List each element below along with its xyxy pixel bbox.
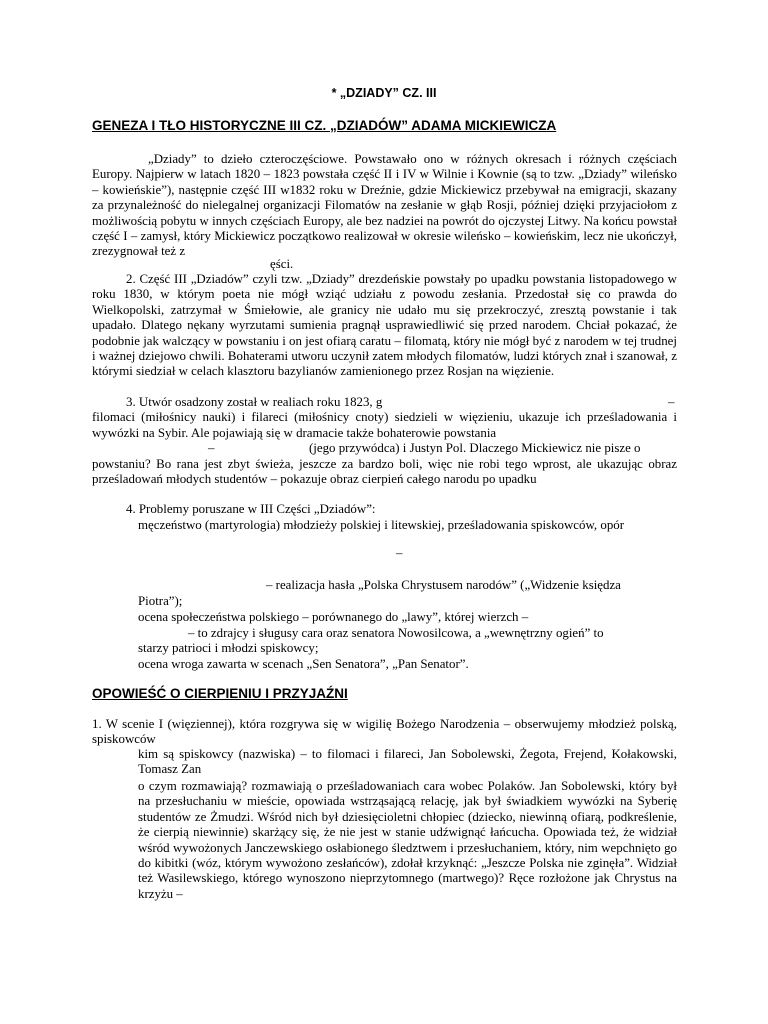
paragraph-3-dash: – (668, 395, 675, 409)
problem-messianism-cont: Piotra”); (138, 594, 183, 608)
paragraph-3-body: filomaci (miłośnicy nauki) i filareci (miłośnicy cnoty) siedzieli w więzieniu, ukazuje ich prześladowania i wywózki na Sybir. Ale pojawiają się w dramacie także bohaterowie powstania (92, 410, 677, 440)
conspirators-names: kim są spiskowcy (nazwiska) – to filomaci i filareci, Jan Sobolewski, Żegota, Frejend, Kołakowski, Tomasz Zan (138, 747, 677, 777)
paragraph-1 (92, 152, 677, 260)
paragraph-2: 2. Część III „Dziadów” czyli tzw. „Dziady” drezdeńskie powstały po upadku powstania listopadowego w roku 1830, w którym poeta nie mógł wziąć udziału z powodu zesłania. Przedostał się co prawda do Wielkopolski, zatrzymał w Śmiełowie, ale granicy nie udało mu się przekroczyć, zresztą powstanie i tak upadało. Dlatego nękany wyrzutami sumienia pragnął usprawiedliwić się przed narodem. Chciał pokazać, że podobnie jak walczący w powstaniu i on jest ofiarą caratu – filomatą, który nie mógł być z narodem w tej trudnej i ważnej dziejowo chwili. Bohaterami utworu uczynił zatem młodych filomatów, ludzi których znał i szanował, z którymi siedział w celach klasztoru bazylianów zamienionego przez Rosjan na więzienie. (92, 272, 677, 379)
paragraph-3-line4: (jego przywódca) i Justyn Pol. Dlaczego Mickiewicz nie pisze o (309, 441, 641, 456)
section-heading-opowiesc: OPOWIEŚĆ O CIERPIENIU I PRZYJAŹNI (92, 686, 348, 701)
problem-patriots: starzy patrioci i młodzi spiskowcy; (138, 641, 319, 655)
paragraph-1-end: ęści. (270, 257, 294, 271)
paragraph-1-text: „Dziady” to dzieło czteroczęściowe. Powstawało ono w różnych okresach i różnych częściach Europy. Najpierw w latach 1820 – 1823 powstała część II i IV w Wilnie i Kownie (są to tzw. „Dziady” wileńsko – kowieńskie”), następnie część III w1832 roku w Dreźnie, gdzie Mickiewicz przebywał na emigracji, skazany za przynależność do nielegalnej organizacji Filomatów na zesłanie w głąb Rosji, później dzięki przyjaciołom z możliwością pobytu w innych częściach Europy, ale bez nadziei na powrót do ojczystej Litwy. Na końcu powstał część I – zamysł, który Mickiewicz początkowo realizował w okresie wileńsko – kowieńskim, lecz nie ukończył, zrezygnował też z (92, 152, 677, 259)
scene-1-paragraph: 1. W scenie I (więziennej), która rozgrywa się w wigilię Bożego Narodzenia – obserwujemy młodzież polską, spiskowców (92, 717, 677, 747)
problem-society: ocena społeczeństwa polskiego – porównanego do „lawy”, której wierzch – (138, 610, 529, 624)
paragraph-3-end: powstaniu? Bo rana jest zbyt świeża, jeszcze za bardzo boli, więc nie robi tego wprost, ale ukazując obraz prześladowań młodych studentów – pokazuje obraz cierpień całego narodu po upadku (92, 456, 677, 486)
problem-messianism: – realizacja hasła „Polska Chrystusem narodów” („Widzenie księdza (266, 578, 621, 592)
problem-traitors: – to zdrajcy i sługusy cara oraz senatora Nowosilcowa, a „wewnętrzny ogień” to (188, 626, 604, 640)
section-heading-geneza: GENEZA I TŁO HISTORYCZNE III CZ. „DZIADÓW” ADAMA MICKIEWICZA (92, 118, 557, 133)
document-title: * „DZIADY” CZ. III (331, 86, 437, 100)
conspirators-talk: o czym rozmawiają? rozmawiają o prześladowaniach cara wobec Polaków. Jan Sobolewski, który był na przesłuchaniu w mieście, opowiada wstrząsającą relację, jak był świadkiem wywózki na Syberię studentów ze Żmudzi. Wśród nich był dziesięcioletni chłopiec (dziecko, niewinną ofiarą, podkreślenie, że cierpią niewinnie) skarżący się, że nie jest w stanie udźwignąć łańcucha. Opowiada też, że widział wśród wywożonych Janczewskiego osłabionego śledztwem i przesłuchaniem, który, nim wepchnięto go do kibitki (wóz, którym wywożono zesłańców), zdołał krzyknąć: „Jeszcze Polska nie zginęła”. Widział też Wasilewskiego, którego wynoszono nieprzytomnego (martwego)? Ręce rozłożone jak Chrystus na krzyżu – (138, 779, 677, 901)
paragraph-3-line4-dash: – (208, 441, 215, 456)
problem-martyrology: męczeństwo (martyrologia) młodzieży polskiej i litewskiej, prześladowania spiskowców, opór (138, 518, 625, 532)
problems-title: 4. Problemy poruszane w III Części „Dziadów”: (126, 502, 376, 516)
paragraph-3-first-line: 3. Utwór osadzony został w realiach roku 1823, g (126, 395, 383, 409)
problem-dash: – (396, 546, 403, 560)
problem-enemy: ocena wroga zawarta w scenach „Sen Senatora”, „Pan Senator”. (138, 657, 469, 671)
